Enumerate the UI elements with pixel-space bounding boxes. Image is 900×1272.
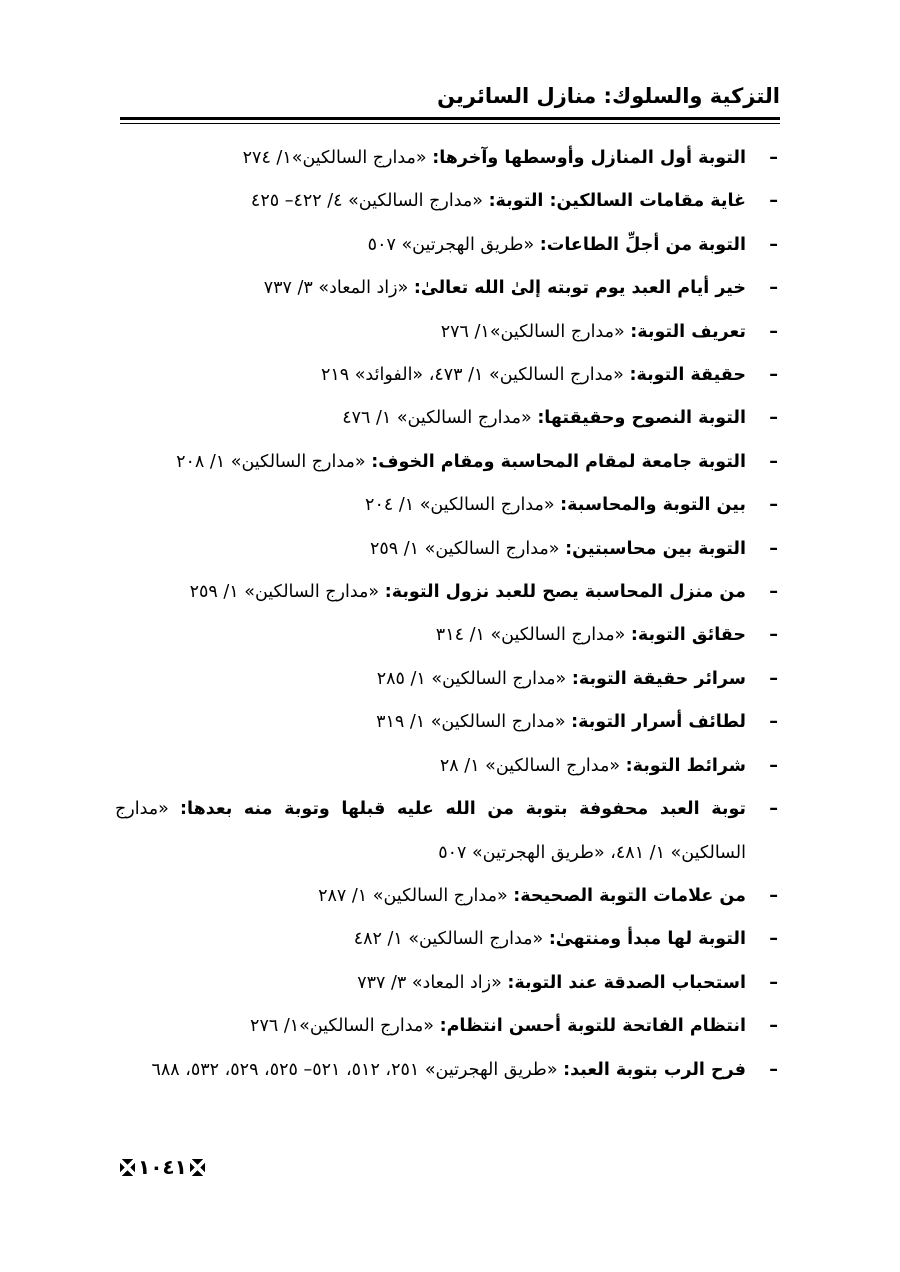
ornament-icon <box>190 1159 205 1176</box>
entry-dash: – <box>769 451 778 472</box>
index-entry <box>115 137 780 180</box>
page-footer <box>120 1155 205 1179</box>
index-entry <box>115 875 780 918</box>
page-number: ١٠٤١ <box>138 1155 187 1179</box>
ornament-icon <box>120 1159 135 1176</box>
entry-reference: «طريق الهجرتين» ٢٥١، ٥١٢، ٥٢١– ٥٢٥، ٥٢٩، ٥٣٢، ٦٨٨ <box>151 1059 558 1080</box>
entry-reference: «مدارج السالكين» ١/ ٤٨٢ <box>353 929 544 950</box>
index-entry <box>115 918 780 961</box>
entry-reference: «زاد المعاد» ٣/ ٧٣٧ <box>357 972 502 993</box>
entry-topic: انتظام الفاتحة للتوبة أحسن انتظام: <box>439 1016 746 1037</box>
entry-topic: غاية مقامات السالكين: التوبة: <box>488 191 746 212</box>
entry-reference: «مدارج السالكين» ١/ ٤٨١، «طريق الهجرتين» ٥٠٧ <box>115 799 746 863</box>
header-rule-thin <box>120 123 780 124</box>
entry-dash: – <box>769 365 778 386</box>
entry-topic: خير أيام العبد يوم توبته إلىٰ الله تعالىٰ: <box>413 278 746 299</box>
entry-dash: – <box>769 1059 778 1080</box>
entry-topic: استحباب الصدقة عند التوبة: <box>507 972 746 993</box>
entry-dash: – <box>769 885 778 906</box>
entry-topic: التوبة من أجلِّ الطاعات: <box>539 234 746 255</box>
index-entry <box>115 311 780 354</box>
entry-dash: – <box>769 321 778 342</box>
entry-dash: – <box>769 929 778 950</box>
entry-dash: – <box>769 799 778 820</box>
entry-reference: «مدارج السالكين» ١/ ٢٥٩ <box>369 538 560 559</box>
entry-reference: «مدارج السالكين»١/ ٢٧٦ <box>250 1016 435 1037</box>
header-rule-thick <box>120 117 780 120</box>
entry-topic: تعريف التوبة: <box>630 321 746 342</box>
entry-topic: شرائط التوبة: <box>625 755 746 776</box>
entry-reference: «مدارج السالكين» ١/ ٣١٩ <box>376 712 566 733</box>
entry-dash: – <box>769 191 778 212</box>
index-entry <box>115 745 780 788</box>
entry-dash: – <box>769 668 778 689</box>
index-entry <box>115 354 780 397</box>
entry-topic: فرح الرب بتوبة العبد: <box>563 1059 746 1080</box>
entry-topic: التوبة النصوح وحقيقتها: <box>537 408 746 429</box>
index-entry <box>115 528 780 571</box>
entry-dash: – <box>769 972 778 993</box>
index-entry <box>115 180 780 223</box>
entry-topic: التوبة أول المنازل وأوسطها وآخرها: <box>432 148 746 168</box>
entry-dash: – <box>769 1016 778 1037</box>
entry-topic: بين التوبة والمحاسبة: <box>560 495 746 516</box>
entry-dash: – <box>769 408 778 429</box>
entry-dash: – <box>769 148 778 168</box>
running-header-title: التزكية والسلوك: منازل السائرين <box>437 84 780 108</box>
index-entry <box>115 962 780 1005</box>
index-entry <box>115 1049 780 1092</box>
entry-dash: – <box>769 712 778 733</box>
entry-topic: من منزل المحاسبة يصح للعبد نزول التوبة: <box>384 582 746 603</box>
entry-topic: التوبة لها مبدأ ومنتهىٰ: <box>548 929 746 950</box>
entry-topic: التوبة جامعة لمقام المحاسبة ومقام الخوف: <box>371 451 746 472</box>
index-entry <box>115 614 780 657</box>
entry-reference: «مدارج السالكين»١/ ٢٧٦ <box>440 321 625 342</box>
index-entry <box>115 701 780 744</box>
index-entry <box>115 484 780 527</box>
index-entry <box>115 224 780 267</box>
entry-topic: سرائر حقيقة التوبة: <box>571 668 746 689</box>
entry-reference: «مدارج السالكين»١/ ٢٧٤ <box>242 148 427 168</box>
entry-dash: – <box>769 582 778 603</box>
entry-reference: «مدارج السالكين» ١/ ٢٨٥ <box>376 668 567 689</box>
entry-reference: «مدارج السالكين» ١/ ٢٨٧ <box>318 885 508 906</box>
entry-reference: «مدارج السالكين» ١/ ٤٧٦ <box>342 408 532 429</box>
entry-topic: من علامات التوبة الصحيحة: <box>513 885 746 906</box>
entry-topic: لطائف أسرار التوبة: <box>571 712 746 733</box>
entry-reference: «مدارج السالكين» ١/ ٣١٤ <box>435 625 626 646</box>
index-entry-list <box>115 137 780 1092</box>
entry-reference: «مدارج السالكين» ٤/ ٤٢٢– ٤٢٥ <box>250 191 483 212</box>
entry-dash: – <box>769 234 778 255</box>
entry-dash: – <box>769 495 778 516</box>
entry-reference: «مدارج السالكين» ١/ ٢٥٩ <box>189 582 380 603</box>
entry-topic: حقائق التوبة: <box>630 625 746 646</box>
entry-dash: – <box>769 278 778 299</box>
index-entry <box>115 1005 780 1048</box>
index-entry <box>115 571 780 614</box>
entry-dash: – <box>769 538 778 559</box>
entry-topic: توبة العبد محفوفة بتوبة من الله عليه قبلها وتوبة منه بعدها: <box>180 799 746 820</box>
entry-reference: «مدارج السالكين» ١/ ٢٨ <box>439 755 621 776</box>
entry-dash: – <box>769 755 778 776</box>
entry-topic: التوبة بين محاسبتين: <box>565 538 746 559</box>
entry-reference: «زاد المعاد» ٣/ ٧٣٧ <box>263 278 409 299</box>
index-entry <box>115 658 780 701</box>
index-entry <box>115 397 780 440</box>
index-entry <box>115 267 780 310</box>
entry-reference: «مدارج السالكين» ١/ ٢٠٤ <box>365 495 555 516</box>
entry-topic: حقيقة التوبة: <box>629 365 746 386</box>
entry-reference: «مدارج السالكين» ١/ ٢٠٨ <box>176 451 366 472</box>
index-entry <box>115 441 780 484</box>
entry-reference: «طريق الهجرتين» ٥٠٧ <box>367 234 535 255</box>
index-entry <box>115 788 780 875</box>
entry-reference: «مدارج السالكين» ١/ ٤٧٣، «الفوائد» ٢١٩ <box>320 365 624 386</box>
entry-dash: – <box>769 625 778 646</box>
